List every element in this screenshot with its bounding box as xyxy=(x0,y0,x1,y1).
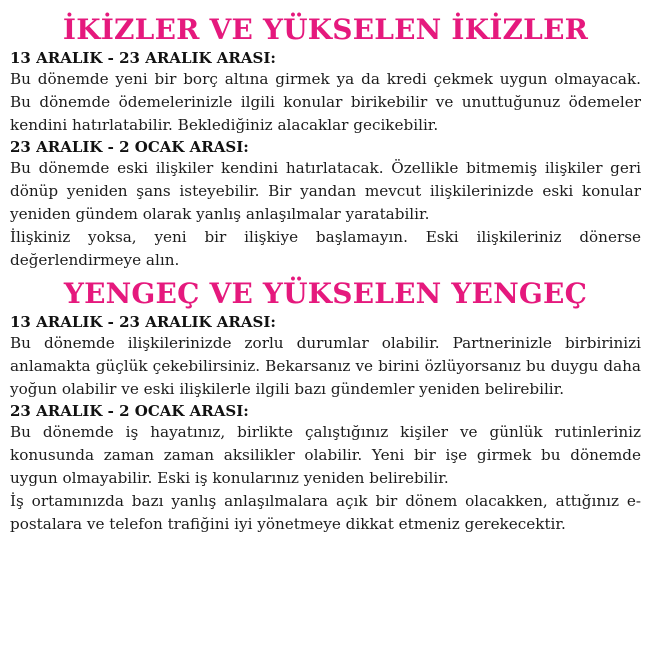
period-block xyxy=(10,137,641,272)
period-paragraph: Bu dönemde yeni bir borç altına girmek ya da kredi çekmek uygun olmayacak. Bu dönemde ödemelerinizle ilgili konular birikebilir ve unuttuğunuz ödemeler kendini hatırlatabilir. Beklediğiniz alacaklar gecikebilir. xyxy=(10,70,641,134)
section-title-yengec: YENGEÇ VE YÜKSELEN YENGEÇ xyxy=(63,277,588,310)
section-title-ikizler: İKİZLER VE YÜKSELEN İKİZLER xyxy=(62,13,589,46)
period-paragraph: Bu dönemde ilişkilerinizde zorlu durumlar olabilir. Partnerinizle birbirinizi anlamakta güçlük çekebilirsiniz. Bekarsanız ve birini özlüyorsanız bu duygu daha yoğun olabilir ve eski ilişkilerle ilgili bazı gündemler yeniden belirebilir. xyxy=(10,334,641,398)
period-paragraph: İlişkiniz yoksa, yeni bir ilişkiye başlamayın. Eski ilişkileriniz dönerse değerlendirmeye alın. xyxy=(10,228,641,269)
period-paragraph: Bu dönemde iş hayatınız, birlikte çalıştığınız kişiler ve günlük rutinleriniz konusunda zaman zaman aksilikler olabilir. Yeni bir işe girmek bu dönemde uygun olmayabilir. Eski iş konularınız yeniden belirebilir. xyxy=(10,423,641,487)
period-block xyxy=(10,401,641,536)
period-heading: 23 ARALIK - 2 OCAK ARASI: xyxy=(10,402,249,420)
period-heading: 13 ARALIK - 23 ARALIK ARASI: xyxy=(10,313,276,331)
period-block xyxy=(10,48,641,137)
period-heading: 13 ARALIK - 23 ARALIK ARASI: xyxy=(10,49,276,67)
period-paragraph: Bu dönemde eski ilişkiler kendini hatırlatacak. Özellikle bitmemiş ilişkiler geri dönüp yeniden şans isteyebilir. Bir yandan mevcut ilişkilerinizde eski konular yeniden gündem olarak yanlış anlaşılmalar yaratabilir. xyxy=(10,159,641,223)
period-block xyxy=(10,312,641,401)
period-heading: 23 ARALIK - 2 OCAK ARASI: xyxy=(10,138,249,156)
period-paragraph: İş ortamınızda bazı yanlış anlaşılmalara açık bir dönem olacakken, attığınız e-postalara ve telefon trafiğini iyi yönetmeye dikkat etmeniz gerekecektir. xyxy=(10,492,641,533)
